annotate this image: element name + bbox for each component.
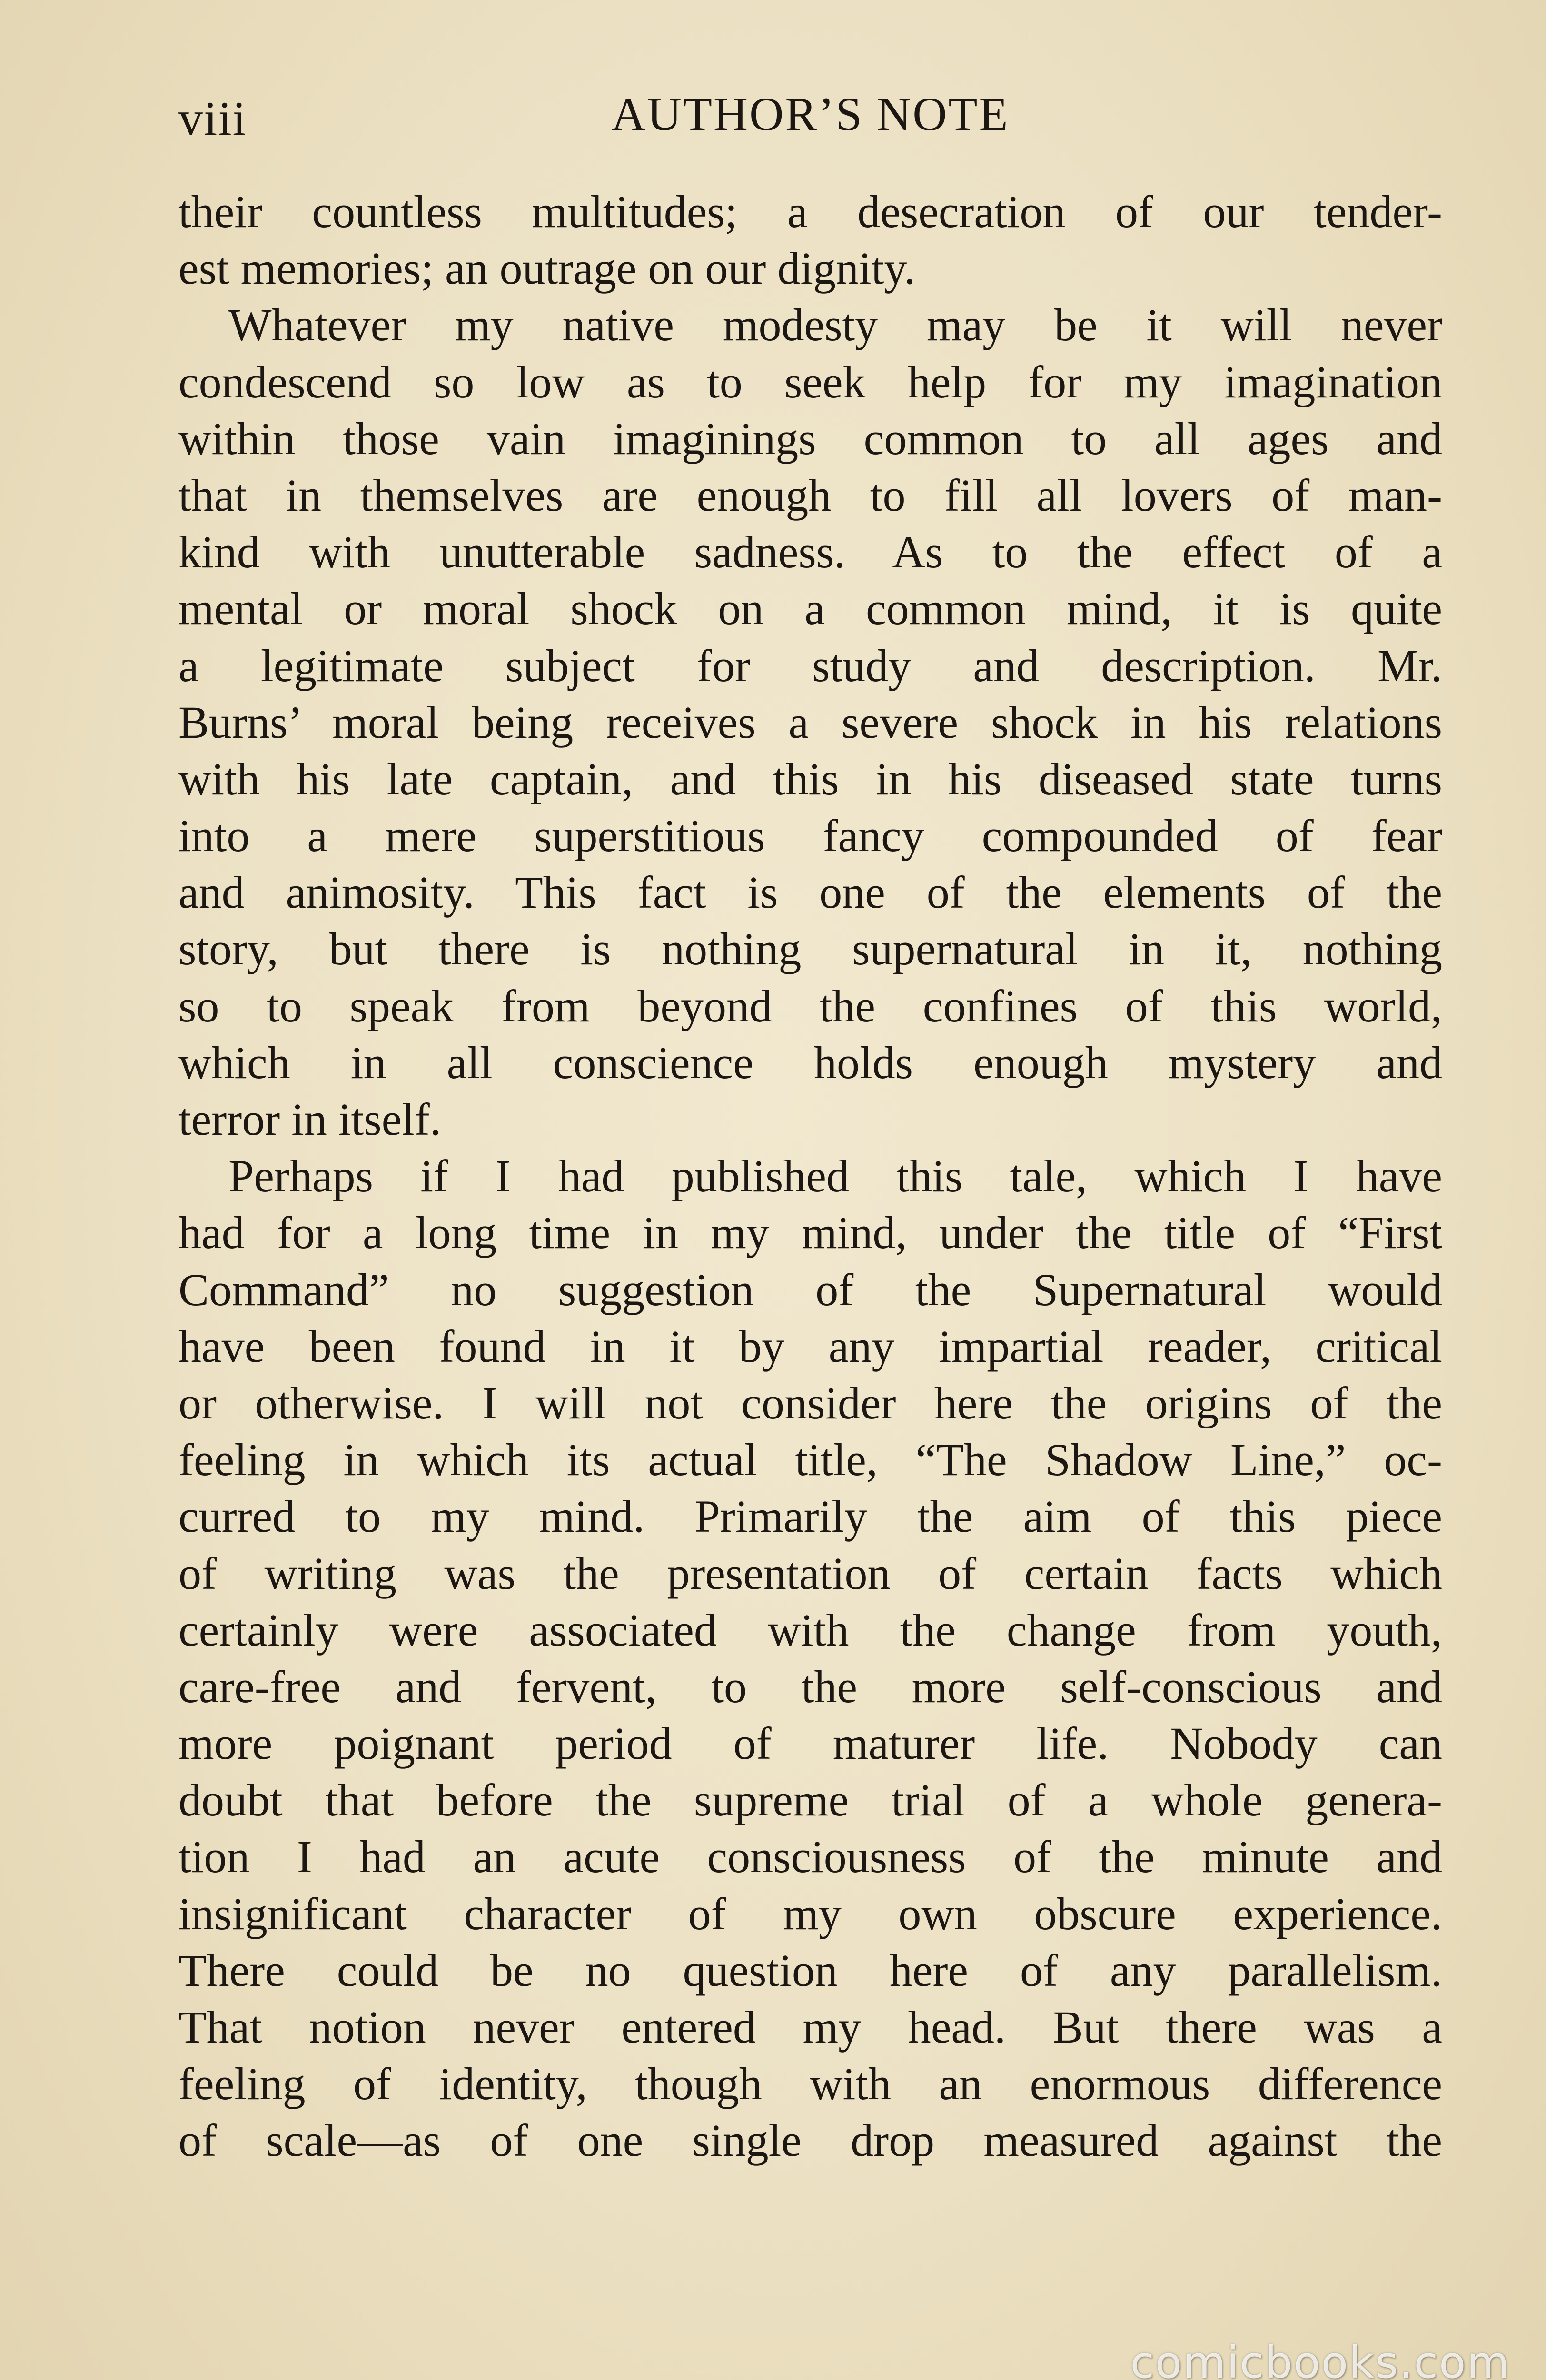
text-line: Whatever my native modesty may be it will never — [228, 299, 1442, 351]
text-line: had for a long time in my mind, under the title of “First — [178, 1207, 1442, 1259]
text-line: into a mere superstitious fancy compounded of fear — [178, 810, 1442, 862]
text-line: their countless multitudes; a desecration of our tender- — [178, 186, 1442, 237]
page-number: viii — [178, 92, 248, 146]
text-line: condescend so low as to seek help for my imagination — [178, 356, 1442, 407]
text-line: Command” no suggestion of the Supernatural would — [178, 1264, 1442, 1315]
text-line: have been found in it by any impartial reader, critical — [178, 1320, 1442, 1372]
text-line: so to speak from beyond the confines of this world, — [178, 980, 1442, 1031]
text-line: certainly were associated with the change from youth, — [178, 1604, 1442, 1656]
text-line: within those vain imaginings common to all ages and — [178, 413, 1442, 464]
text-line: Burns’ moral being receives a severe shock in his relations — [178, 696, 1442, 748]
text-line: feeling of identity, though with an enormous difference — [178, 2058, 1442, 2110]
watermark: comicbooks.com — [1130, 2337, 1510, 2380]
text-line: est memories; an outrage on our dignity. — [178, 243, 916, 294]
text-line: curred to my mind. Primarily the aim of this piece — [178, 1491, 1442, 1542]
text-line: terror in itself. — [178, 1094, 441, 1145]
text-line: which in all conscience holds enough mystery and — [178, 1037, 1442, 1088]
text-line: of writing was the presentation of certain facts which — [178, 1547, 1442, 1599]
text-line: or otherwise. I will not consider here the origins of the — [178, 1377, 1442, 1428]
text-line: a legitimate subject for study and description. Mr. — [178, 640, 1442, 691]
running-head — [178, 81, 1442, 148]
text-line: kind with unutterable sadness. As to the effect of a — [178, 526, 1442, 578]
text-line: feeling in which its actual title, “The Shadow Line,” oc- — [178, 1434, 1442, 1486]
text-line: story, but there is nothing supernatural in it, nothing — [178, 923, 1442, 975]
text-line: of scale—as of one single drop measured against the — [178, 2115, 1442, 2166]
text-line: care-free and fervent, to the more self-conscious and — [178, 1661, 1442, 1712]
text-line: That notion never entered my head. But there was a — [178, 2002, 1442, 2053]
text-line: tion I had an acute consciousness of the minute and — [178, 1831, 1442, 1883]
text-line: and animosity. This fact is one of the elements of the — [178, 867, 1442, 918]
text-line: mental or moral shock on a common mind, it is quite — [178, 583, 1442, 635]
page-heading: AUTHOR’S NOTE — [611, 88, 1010, 140]
text-line: Perhaps if I had published this tale, which I have — [228, 1150, 1442, 1202]
text-line: insignificant character of my own obscure experience. — [178, 1888, 1442, 1939]
text-line: with his late captain, and this in his diseased state turns — [178, 753, 1442, 804]
text-line: There could be no question here of any parallelism. — [178, 1944, 1442, 1996]
text-line: more poignant period of maturer life. Nobody can — [178, 1718, 1442, 1769]
body-text — [178, 183, 1442, 2169]
text-line: that in themselves are enough to fill all lovers of man- — [178, 469, 1442, 521]
text-line: doubt that before the supreme trial of a whole genera- — [178, 1775, 1442, 1826]
